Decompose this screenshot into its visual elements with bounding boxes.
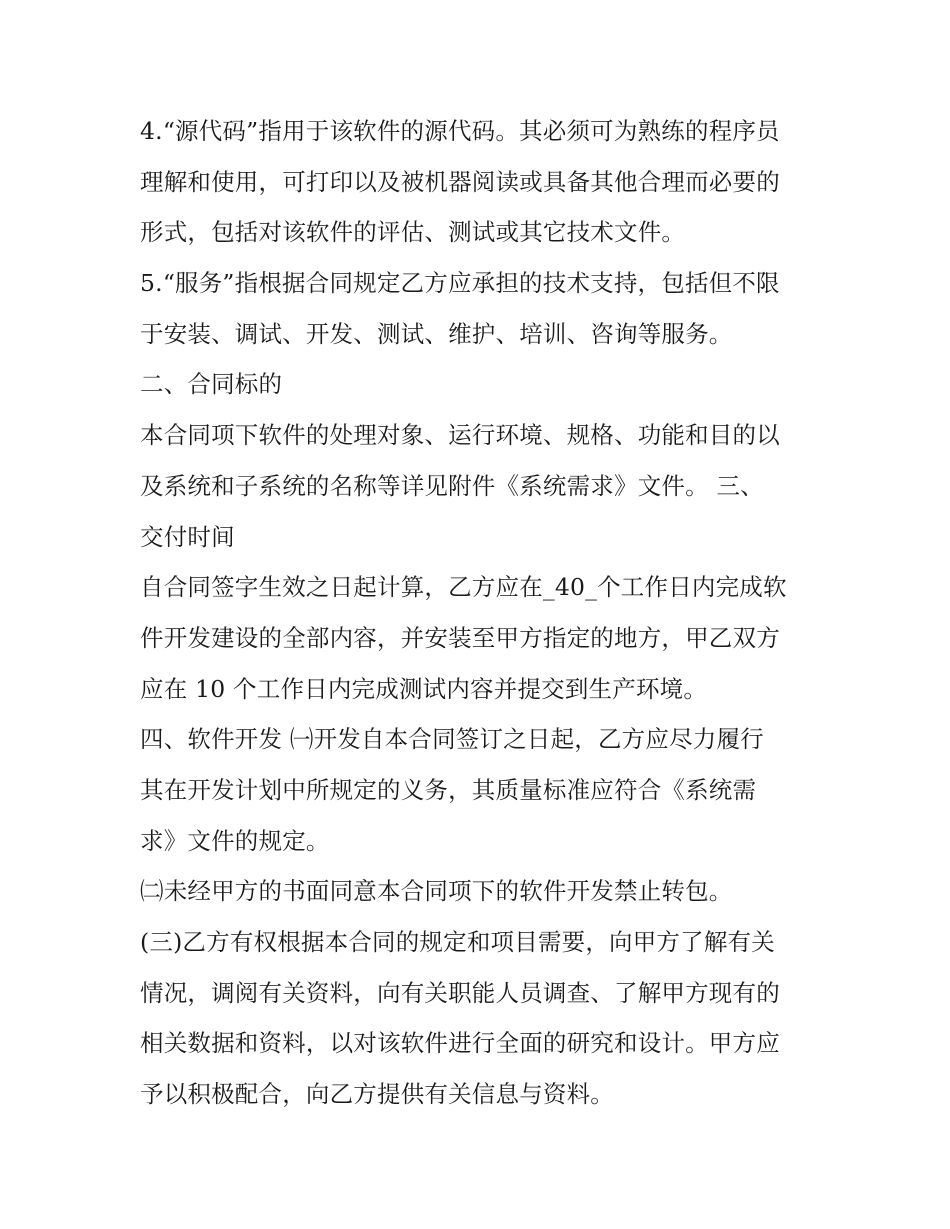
text-line: 情况，调阅有关资料，向有关职能人员调查、了解甲方现有的 (140, 978, 780, 1007)
text-line: 4.“源代码”指用于该软件的源代码。其必须可为熟练的程序员 (140, 117, 780, 145)
text-line: 予以积极配合，向乙方提供有关信息与资料。 (140, 1080, 614, 1109)
section-heading: 交付时间 (140, 522, 235, 551)
text-line: 相关数据和资料，以对该软件进行全面的研究和设计。甲方应 (140, 1029, 780, 1058)
text-line: 件开发建设的全部内容，并安装至甲方指定的地方，甲乙双方 (140, 623, 780, 652)
text-line: 求》文件的规定。 (140, 826, 330, 855)
section-heading: 二、合同标的 (140, 370, 283, 399)
section-heading: 四、软件开发 ㈠开发自本合同签订之日起，乙方应尽力履行 (140, 725, 764, 754)
text-line: 及系统和子系统的名称等详见附件《系统需求》文件。 三、 (140, 471, 764, 500)
text-line: ㈡未经甲方的书面同意本合同项下的软件开发禁止转包。 (140, 877, 733, 906)
text-line: 形式，包括对该软件的评估、测试或其它技术文件。 (140, 218, 686, 247)
text-line: 5.“服务”指根据合同规定乙方应承担的技术支持，包括但不限 (140, 269, 780, 298)
text-line: (三)乙方有权根据本合同的规定和项目需要，向甲方了解有关 (140, 928, 775, 956)
text-line: 于安装、调试、开发、测试、维护、培训、咨询等服务。 (140, 319, 733, 348)
text-line: 本合同项下软件的处理对象、运行环境、规格、功能和目的以 (140, 421, 780, 450)
text-line: 自合同签字生效之日起计算，乙方应在_40_个工作日内完成软 (140, 573, 787, 602)
text-line: 其在开发计划中所规定的义务，其质量标准应符合《系统需 (140, 775, 757, 804)
text-line: 理解和使用，可打印以及被机器阅读或具备其他合理而必要的 (140, 167, 780, 196)
text-line: 应在 10 个工作日内完成测试内容并提交到生产环境。 (140, 674, 708, 703)
contract-text (140, 106, 820, 1120)
